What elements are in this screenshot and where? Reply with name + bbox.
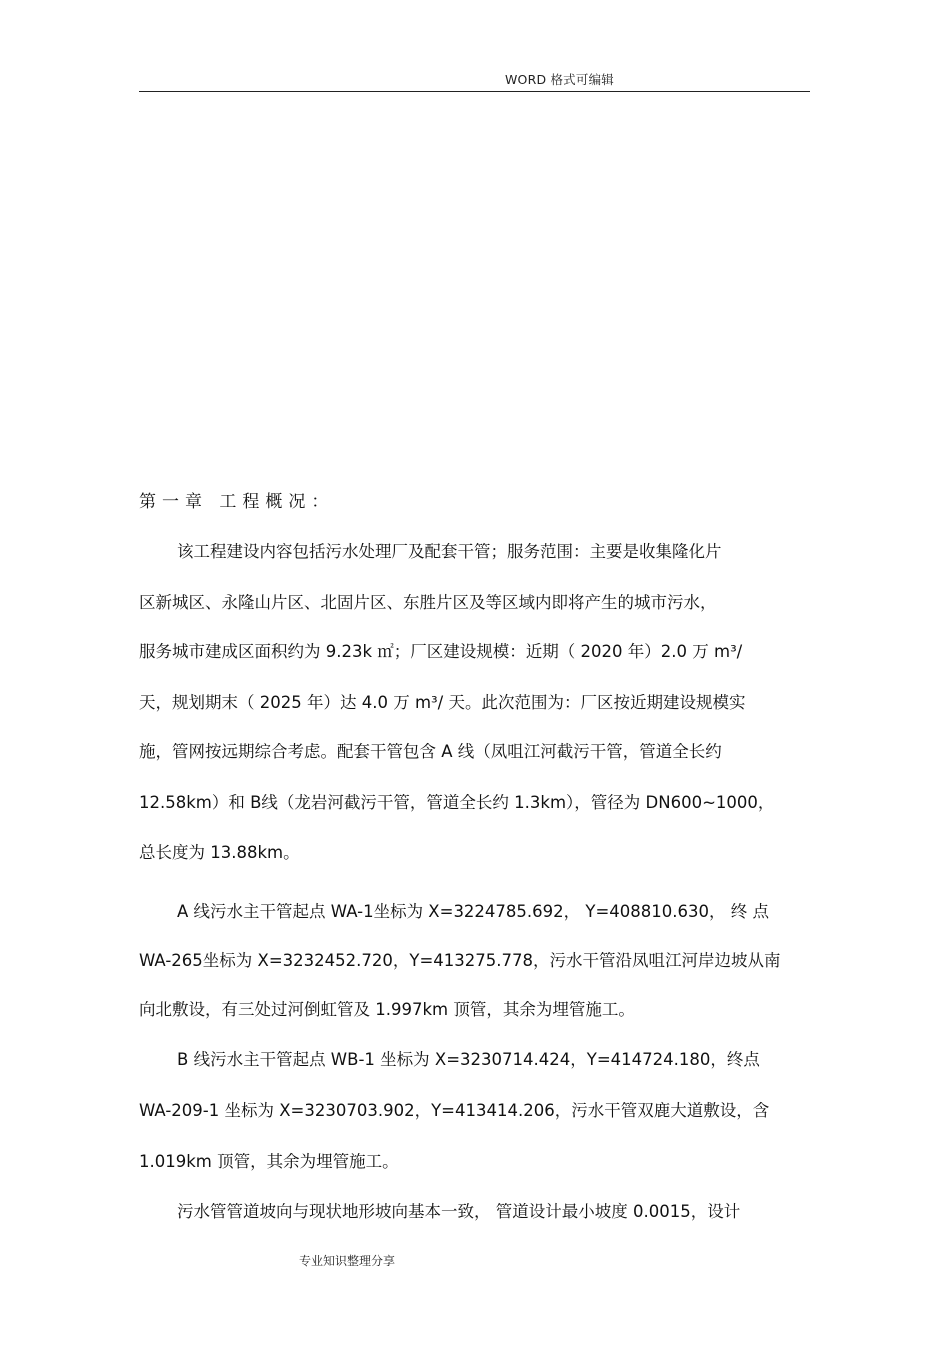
paragraph-line: 该工程建设内容包括污水处理厂及配套干管；服务范围：主要是收集隆化片 (177, 542, 722, 561)
paragraph-line: 总长度为 13.88km。 (139, 843, 300, 862)
paragraph-line: 天，规划期末（ 2025 年）达 4.0 万 m³/ 天。此次范围为：厂区按近期建设规模实 (139, 693, 746, 712)
page-footer: 专业知识整理分享 (299, 1254, 396, 1268)
header-divider (139, 91, 810, 92)
header-text: WORD 格式可编辑 (505, 72, 614, 87)
paragraph-line: 1.019km 顶管，其余为埋管施工。 (139, 1152, 399, 1171)
paragraph-line: 12.58km）和 B线（龙岩河截污干管，管道全长约 1.3km），管径为 DN600~1000， (139, 793, 775, 812)
paragraph-line: 施，管网按远期综合考虑。配套干管包含 A 线（凤咀江河截污干管，管道全长约 (139, 742, 722, 761)
paragraph-line: 区新城区、永隆山片区、北固片区、东胜片区及等区域内即将产生的城市污水， (139, 593, 717, 612)
paragraph-line: 服务城市建成区面积约为 9.23k ㎡；厂区建设规模：近期（ 2020 年）2.0 万 m³/ (139, 642, 743, 661)
paragraph-line: 污水管管道坡向与现状地形坡向基本一致， 管道设计最小坡度 0.0015，设计 (177, 1202, 741, 1221)
paragraph-line: A 线污水主干管起点 WA-1坐标为 X=3224785.692， Y=408810.630， 终 点 (177, 902, 770, 921)
paragraph-line: WA-209-1 坐标为 X=3230703.902，Y=413414.206，污水干管双鹿大道敷设，含 (139, 1101, 770, 1120)
chapter-title: 第一章 工程概况： (139, 492, 335, 512)
paragraph-line: 向北敷设，有三处过河倒虹管及 1.997km 顶管，其余为埋管施工。 (139, 1000, 635, 1019)
paragraph-line: WA-265坐标为 X=3232452.720，Y=413275.778，污水干管沿凤咀江河岸边坡从南 (139, 951, 781, 970)
paragraph-line: B 线污水主干管起点 WB-1 坐标为 X=3230714.424，Y=414724.180，终点 (177, 1050, 760, 1069)
